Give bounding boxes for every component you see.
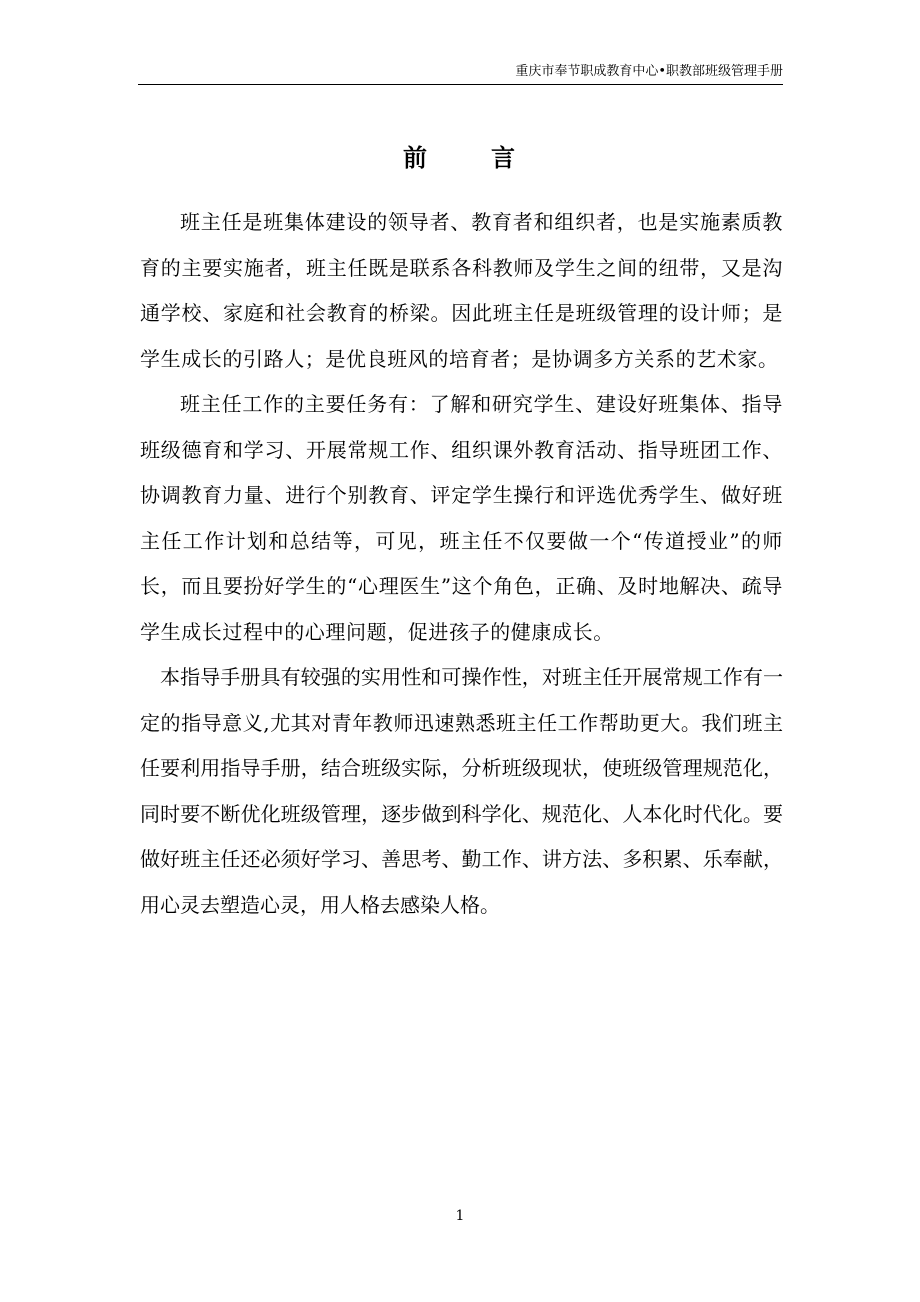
title-char-1: 前 bbox=[403, 143, 429, 172]
page-title bbox=[0, 138, 920, 173]
preface-body bbox=[140, 200, 783, 928]
paragraph-3: 本指导手册具有较强的实用性和可操作性，对班主任开展常规工作有一定的指导意义,尤其对青年教师迅速熟悉班主任工作帮助更大。我们班主任要利用指导手册，结合班级实际，分析班级现状，使班级管理规范化，同时要不断优化班级管理，逐步做到科学化、规范化、人本化时代化。要做好班主任还必须好学习、善思考、勤工作、讲方法、多积累、乐奉献，用心灵去塑造心灵，用人格去感染人格。 bbox=[140, 665, 783, 917]
header-text: 重庆市奉节职成教育中心•职教部班级管理手册 bbox=[515, 64, 783, 79]
page-number: 1 bbox=[455, 1208, 465, 1224]
title-char-2: 言 bbox=[491, 143, 517, 172]
paragraph-1: 班主任是班集体建设的领导者、教育者和组织者，也是实施素质教育的主要实施者，班主任既是联系各科教师及学生之间的纽带，又是沟通学校、家庭和社会教育的桥梁。因此班主任是班级管理的设计师；是学生成长的引路人；是优良班风的培育者；是协调多方关系的艺术家。 bbox=[140, 210, 783, 371]
running-header bbox=[138, 62, 783, 85]
paragraph-2: 班主任工作的主要任务有：了解和研究学生、建设好班集体、指导班级德育和学习、开展常规工作、组织课外教育活动、指导班团工作、协调教育力量、进行个别教育、评定学生操行和评选优秀学生、做好班主任工作计划和总结等，可见，班主任不仅要做一个“传道授业”的师长，而且要扮好学生的“心理医生”这个角色，正确、及时地解决、疏导学生成长过程中的心理问题，促进孩子的健康成长。 bbox=[140, 392, 783, 644]
